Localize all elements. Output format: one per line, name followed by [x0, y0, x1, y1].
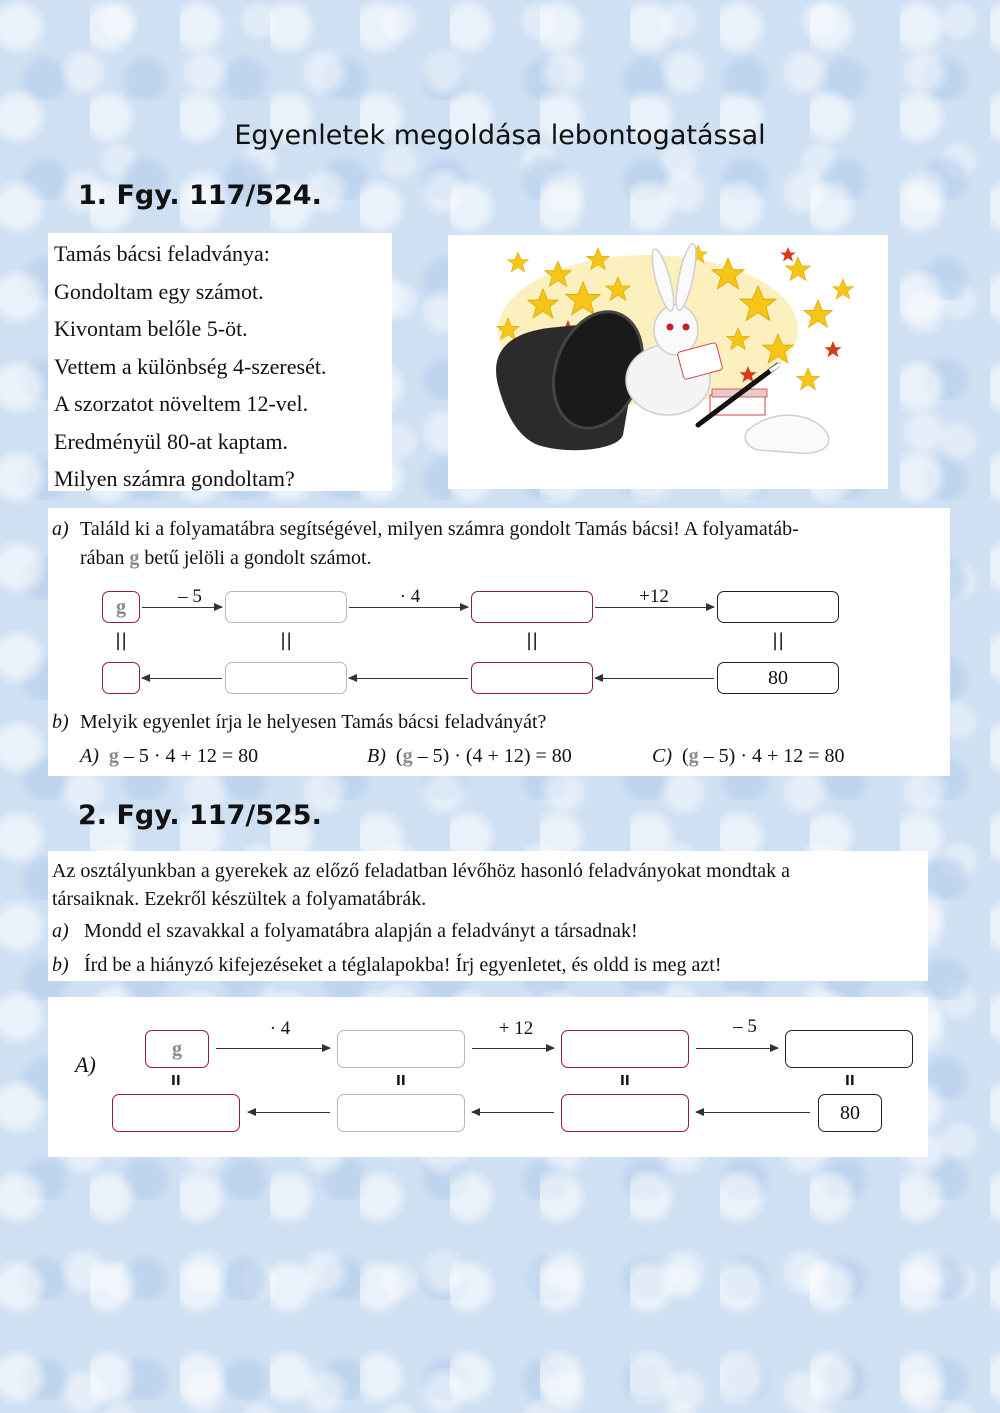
option-c[interactable]: C) (g – 5) · 4 + 12 = 80: [652, 745, 845, 767]
task2-b-text: Írd be a hiányzó kifejezéseket a téglalapokba! Írj egyenletet, és oldd is meg azt!: [84, 954, 722, 976]
flow1-op-2: · 4: [399, 586, 421, 607]
story-line: Tamás bácsi feladványa:: [54, 241, 270, 266]
task1-b-text: Melyik egyenlet írja le helyesen Tamás bácsi feladványát?: [80, 711, 547, 733]
task1-a-text-line2: rában g betű jelöli a gondolt számot.: [80, 547, 372, 569]
flow2-back-box-3[interactable]: [561, 1094, 689, 1132]
flow2-result-box: 80: [818, 1094, 882, 1132]
story-line: Gondoltam egy számot.: [54, 278, 264, 304]
label-b: b): [52, 954, 69, 976]
flow1-box-3[interactable]: [471, 591, 593, 623]
flow2-box-4[interactable]: [785, 1030, 913, 1068]
equals-sign: II: [845, 1074, 855, 1089]
flow1-arrow-back: [595, 678, 714, 679]
equals-sign: II: [171, 1074, 181, 1089]
flow1-back-box-3[interactable]: [471, 662, 593, 694]
flow2-arrow: [696, 1048, 778, 1049]
equals-sign: II: [396, 1074, 406, 1089]
option-a[interactable]: A) g – 5 · 4 + 12 = 80: [80, 745, 259, 767]
task2-intro-line2: társaiknak. Ezekről készültek a folyamatábrák.: [52, 888, 427, 910]
flow1-result-box: 80: [717, 662, 839, 694]
variable-g: g: [129, 547, 140, 569]
story-line: Eredményül 80-at kaptam.: [54, 428, 288, 454]
flow2-box-2[interactable]: [337, 1030, 465, 1068]
story-line: Milyen számra gondoltam?: [54, 466, 295, 491]
page-title: Egyenletek megoldása lebontogatással: [234, 120, 766, 151]
task1-heading: 1. Fgy. 117/524.: [78, 180, 322, 211]
story-line: A szorzatot növeltem 12-vel.: [54, 391, 309, 416]
flow1-arrow-back: [349, 678, 468, 679]
story-line: Vettem a különbség 4-szeresét.: [54, 353, 327, 379]
flow1-start-box: g: [102, 591, 140, 623]
equals-sign: II: [620, 1074, 630, 1089]
label-b: b): [52, 711, 69, 733]
equals-sign: ||: [772, 630, 785, 651]
task1-a-text-line1: Találd ki a folyamatábra segítségével, milyen számra gondolt Tamás bácsi! A folyamatáb-: [80, 518, 799, 540]
task2-intro-line1: Az osztályunkban a gyerekek az előző feladatban lévőhöz hasonló feladványokat mondtak a: [52, 860, 791, 882]
flow1-arrow-back: [142, 678, 222, 679]
flow2-label: A): [75, 1052, 96, 1077]
flow1-answer-box[interactable]: [102, 662, 140, 694]
flow1-back-box-2[interactable]: [225, 662, 347, 694]
flow2-back-box-2[interactable]: [337, 1094, 465, 1132]
flow2-op-3: – 5: [733, 1016, 757, 1037]
flow2-arrow: [472, 1048, 554, 1049]
flow2-answer-box[interactable]: [112, 1094, 240, 1132]
flow2-box-3[interactable]: [561, 1030, 689, 1068]
magician-illustration: [448, 235, 888, 489]
label-a: a): [52, 518, 69, 540]
flow1-box-4[interactable]: [717, 591, 839, 623]
label-a: a): [52, 920, 69, 942]
magician-rabbit-hat-icon: [448, 235, 888, 489]
equals-sign: ||: [115, 630, 128, 651]
flow1-op-3: +12: [639, 586, 669, 607]
flow2-arrow: [216, 1048, 330, 1049]
flow2-arrow-back: [472, 1112, 554, 1113]
flow2-arrow-back: [696, 1112, 810, 1113]
flow1-op-1: – 5: [178, 586, 202, 607]
flow2-start-box: g: [145, 1030, 209, 1068]
task2-a-text: Mondd el szavakkal a folyamatábra alapján a feladványt a társadnak!: [84, 920, 638, 942]
task1-story: [48, 233, 392, 491]
option-b[interactable]: B) (g – 5) · (4 + 12) = 80: [367, 745, 572, 767]
story-line: Kivontam belőle 5-öt.: [54, 316, 248, 341]
flow2-op-2: + 12: [498, 1018, 534, 1039]
flow1-box-2[interactable]: [225, 591, 347, 623]
equals-sign: ||: [280, 630, 293, 651]
equals-sign: ||: [526, 630, 539, 651]
task2-heading: 2. Fgy. 117/525.: [78, 800, 322, 831]
flow2-op-1: · 4: [269, 1018, 291, 1039]
flow2-arrow-back: [248, 1112, 330, 1113]
